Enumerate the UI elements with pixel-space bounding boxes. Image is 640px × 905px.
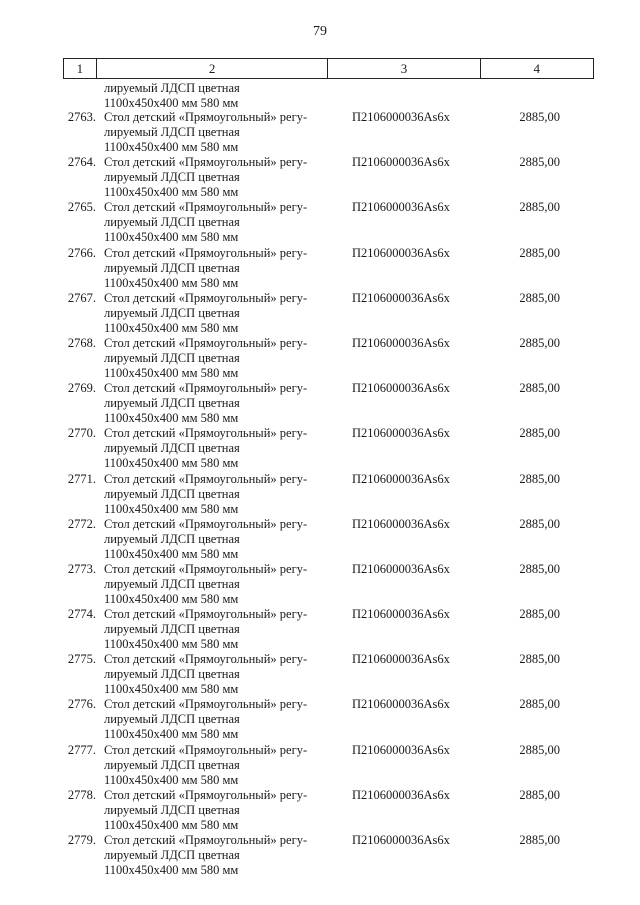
table-row (0, 833, 640, 878)
item-description-line-2: лируемый ЛДСП цветная (104, 802, 240, 817)
item-description (104, 336, 334, 381)
table-row (0, 246, 640, 291)
column-header-table (63, 58, 594, 79)
item-description-line-2: лируемый ЛДСП цветная (104, 848, 240, 862)
item-description-line-3: 1100x450x400 мм 580 мм (104, 320, 239, 335)
item-description-line-2: лируемый ЛДСП цветная (104, 622, 240, 637)
item-price: 2885,00 (519, 335, 560, 350)
item-description-line-1: Стол детский «Прямоугольный» регу- (104, 110, 308, 124)
item-description-line-3: 1100x450x400 мм 580 мм (104, 411, 239, 426)
item-price: 2885,00 (519, 607, 560, 622)
item-price: 2885,00 (519, 155, 560, 170)
item-description-line-3: 1100x450x400 мм 580 мм (104, 230, 239, 245)
row-number: 2767. (67, 290, 96, 305)
inventory-code: П2106000036Аs6x (352, 787, 450, 802)
item-description-line-3: 1100x450x400 мм 580 мм (104, 863, 239, 877)
item-description-line-2: лируемый ЛДСП цветная (104, 486, 240, 501)
item-description-line-1: Стол детский «Прямоугольный» регу- (104, 290, 308, 305)
item-price: 2885,00 (519, 787, 560, 802)
column-header-2: 2 (96, 59, 328, 79)
item-description-line-2: лируемый ЛДСП цветная (104, 757, 240, 772)
row-number: 2777. (67, 742, 96, 757)
row-number: 2765. (67, 200, 96, 215)
item-description-line-2: лируемый ЛДСП цветная (104, 215, 240, 230)
row-number: 2764. (67, 155, 96, 170)
row-number: 2772. (67, 516, 96, 531)
item-description-line-3: 1100x450x400 мм 580 мм (104, 140, 239, 154)
item-price: 2885,00 (519, 110, 560, 124)
item-description-line-3: 1100x450x400 мм 580 мм (104, 546, 239, 561)
item-description-line-1: Стол детский «Прямоугольный» регу- (104, 652, 308, 667)
inventory-code: П2106000036Аs6x (352, 652, 450, 667)
continued-entry-line-2: 1100x450x400 мм 580 мм (104, 96, 239, 110)
row-number: 2771. (67, 471, 96, 486)
row-number: 2763. (67, 110, 96, 124)
item-price: 2885,00 (519, 200, 560, 215)
inventory-code: П2106000036Аs6x (352, 697, 450, 712)
item-description-line-1: Стол детский «Прямоугольный» регу- (104, 833, 308, 847)
table-row (0, 110, 640, 155)
item-description-line-2: лируемый ЛДСП цветная (104, 712, 240, 727)
inventory-code: П2106000036Аs6x (352, 155, 450, 170)
item-description-line-1: Стол детский «Прямоугольный» регу- (104, 335, 308, 350)
item-price: 2885,00 (519, 381, 560, 396)
item-description (104, 426, 334, 471)
inventory-code: П2106000036Аs6x (352, 471, 450, 486)
item-price: 2885,00 (519, 426, 560, 441)
inventory-code: П2106000036Аs6x (352, 245, 450, 260)
item-description-line-3: 1100x450x400 мм 580 мм (104, 637, 239, 652)
item-price: 2885,00 (519, 652, 560, 667)
item-description-line-2: лируемый ЛДСП цветная (104, 305, 240, 320)
continued-entry-line-1: лируемый ЛДСП цветная (104, 81, 240, 95)
inventory-code: П2106000036Аs6x (352, 200, 450, 215)
item-description (104, 607, 334, 652)
item-price: 2885,00 (519, 833, 560, 847)
table-row (0, 517, 640, 562)
item-description-line-1: Стол детский «Прямоугольный» регу- (104, 471, 308, 486)
item-description-line-1: Стол детский «Прямоугольный» регу- (104, 245, 308, 260)
item-description-line-1: Стол детский «Прямоугольный» регу- (104, 516, 308, 531)
item-description (104, 788, 334, 833)
item-description (104, 697, 334, 742)
item-description-line-1: Стол детский «Прямоугольный» регу- (104, 697, 308, 712)
item-description (104, 381, 334, 426)
row-number: 2770. (67, 426, 96, 441)
item-description-line-3: 1100x450x400 мм 580 мм (104, 275, 239, 290)
item-price: 2885,00 (519, 471, 560, 486)
table-row (0, 426, 640, 471)
item-description-line-1: Стол детский «Прямоугольный» регу- (104, 561, 308, 576)
item-description-line-2: лируемый ЛДСП цветная (104, 170, 240, 185)
item-price: 2885,00 (519, 697, 560, 712)
row-number: 2778. (67, 787, 96, 802)
item-description-line-2: лируемый ЛДСП цветная (104, 125, 240, 139)
item-description-line-1: Стол детский «Прямоугольный» регу- (104, 742, 308, 757)
item-description (104, 743, 334, 788)
item-description-line-1: Стол детский «Прямоугольный» регу- (104, 426, 308, 441)
item-description-line-1: Стол детский «Прямоугольный» регу- (104, 607, 308, 622)
table-row (0, 200, 640, 245)
item-description-line-2: лируемый ЛДСП цветная (104, 396, 240, 411)
item-description-line-2: лируемый ЛДСП цветная (104, 576, 240, 591)
table-row (0, 291, 640, 336)
item-description (104, 291, 334, 336)
item-description-line-1: Стол детский «Прямоугольный» регу- (104, 200, 308, 215)
item-description (104, 652, 334, 697)
row-number: 2775. (67, 652, 96, 667)
item-description-line-3: 1100x450x400 мм 580 мм (104, 456, 239, 471)
item-description-line-2: лируемый ЛДСП цветная (104, 667, 240, 682)
item-description (104, 200, 334, 245)
row-number: 2768. (67, 335, 96, 350)
inventory-code: П2106000036Аs6x (352, 426, 450, 441)
inventory-code: П2106000036Аs6x (352, 110, 450, 124)
item-description-line-1: Стол детский «Прямоугольный» регу- (104, 381, 308, 396)
item-price: 2885,00 (519, 742, 560, 757)
item-description-line-1: Стол детский «Прямоугольный» регу- (104, 155, 308, 170)
column-header-row (64, 59, 594, 79)
table-row (0, 697, 640, 742)
table-row (0, 607, 640, 652)
column-header-3: 3 (328, 59, 480, 79)
inventory-code: П2106000036Аs6x (352, 607, 450, 622)
item-description-line-3: 1100x450x400 мм 580 мм (104, 591, 239, 606)
row-number: 2779. (67, 833, 96, 847)
item-description-line-3: 1100x450x400 мм 580 мм (104, 817, 239, 832)
table-row (0, 743, 640, 788)
entries-list (0, 110, 640, 878)
inventory-code: П2106000036Аs6x (352, 561, 450, 576)
inventory-code: П2106000036Аs6x (352, 833, 450, 847)
item-description-line-3: 1100x450x400 мм 580 мм (104, 185, 239, 200)
continued-entry (104, 81, 240, 111)
item-description-line-2: лируемый ЛДСП цветная (104, 350, 240, 365)
item-description-line-3: 1100x450x400 мм 580 мм (104, 727, 239, 742)
inventory-code: П2106000036Аs6x (352, 290, 450, 305)
item-description-line-3: 1100x450x400 мм 580 мм (104, 501, 239, 516)
item-description-line-3: 1100x450x400 мм 580 мм (104, 365, 239, 380)
item-description-line-2: лируемый ЛДСП цветная (104, 531, 240, 546)
table-row (0, 336, 640, 381)
item-description (104, 562, 334, 607)
row-number: 2766. (67, 245, 96, 260)
inventory-code: П2106000036Аs6x (352, 742, 450, 757)
inventory-code: П2106000036Аs6x (352, 335, 450, 350)
item-description (104, 155, 334, 200)
item-price: 2885,00 (519, 245, 560, 260)
item-description-line-3: 1100x450x400 мм 580 мм (104, 772, 239, 787)
row-number: 2776. (67, 697, 96, 712)
item-description (104, 472, 334, 517)
row-number: 2769. (67, 381, 96, 396)
item-description (104, 110, 334, 155)
table-row (0, 381, 640, 426)
item-description-line-2: лируемый ЛДСП цветная (104, 260, 240, 275)
item-description (104, 833, 334, 878)
page-number: 79 (313, 24, 327, 39)
item-price: 2885,00 (519, 561, 560, 576)
item-description-line-2: лируемый ЛДСП цветная (104, 441, 240, 456)
item-description (104, 246, 334, 291)
column-header-4: 4 (480, 59, 593, 79)
table-row (0, 788, 640, 833)
row-number: 2773. (67, 561, 96, 576)
item-description (104, 517, 334, 562)
item-price: 2885,00 (519, 516, 560, 531)
inventory-code: П2106000036Аs6x (352, 516, 450, 531)
column-header-1: 1 (64, 59, 97, 79)
table-row (0, 472, 640, 517)
item-description-line-3: 1100x450x400 мм 580 мм (104, 682, 239, 697)
item-description-line-1: Стол детский «Прямоугольный» регу- (104, 787, 308, 802)
row-number: 2774. (67, 607, 96, 622)
table-row (0, 652, 640, 697)
inventory-code: П2106000036Аs6x (352, 381, 450, 396)
table-row (0, 155, 640, 200)
table-row (0, 562, 640, 607)
item-price: 2885,00 (519, 290, 560, 305)
